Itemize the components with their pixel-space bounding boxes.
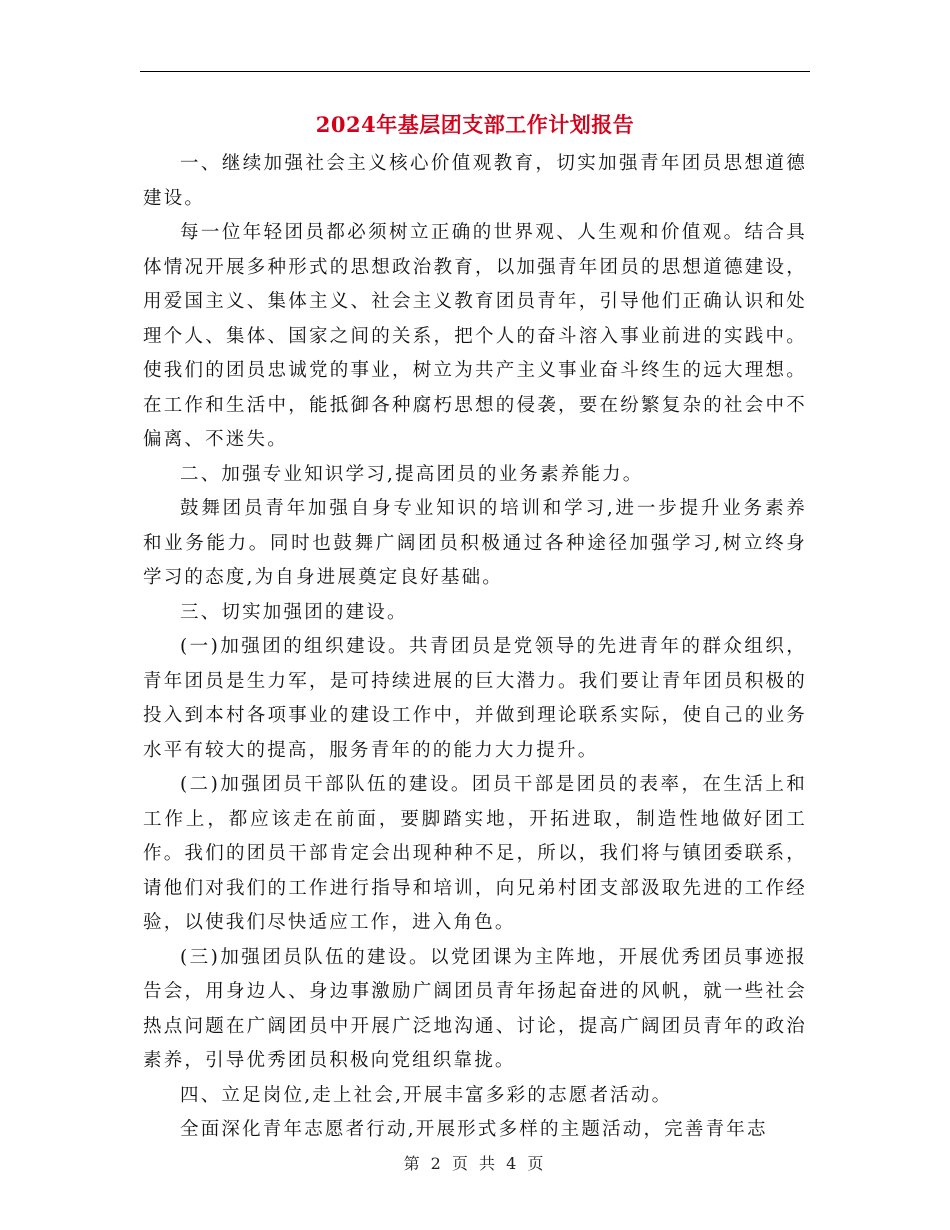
paragraph-section-3-heading: 三、切实加强团的建设。 (180, 601, 408, 623)
paragraph-section-4-heading: 四、立足岗位,走上社会,开展丰富多彩的志愿者活动。 (180, 1084, 673, 1106)
paragraph-section-1-heading: 一、继续加强社会主义核心价值观教育，切实加强青年团员思想道德建设。 (143, 153, 807, 209)
page-number-footer: 第 2 页 共 4 页 (403, 1154, 547, 1173)
paragraph-section-3-item-2: (二)加强团员干部队伍的建设。团员干部是团员的表率，在生活上和工作上，都应该走在前面，要脚踏实地，开拓进取，制造性地做好团工作。我们的团员干部肯定会出现种种不足，所以，我们将与镇团委联系，请他们对我们的工作进行指导和培训，向兄弟村团支部汲取先进的工作经验，以使我们尽快适应工作，进入角色。 (143, 774, 807, 933)
paragraph-section-3-item-3: (三)加强团员队伍的建设。以党团课为主阵地，开展优秀团员事迹报告会，用身边人、身边事激励广阔团员青年扬起奋进的风帆，就一些社会热点问题在广阔团员中开展广泛地沟通、讨论，提高广阔团员青年的政治素养，引导优秀团员积极向党组织靠拢。 (143, 946, 807, 1071)
paragraph-section-2-heading: 二、加强专业知识学习,提高团员的业务素养能力。 (180, 463, 644, 485)
paragraph-section-1-body: 每一位年轻团员都必须树立正确的世界观、人生观和价值观。结合具体情况开展多种形式的思想政治教育，以加强青年团员的思想道德建设，用爱国主义、集体主义、社会主义教育团员青年，引导他们正确认识和处理个人、集体、国家之间的关系，把个人的奋斗溶入事业前进的实践中。使我们的团员忠诚党的事业，树立为共产主义事业奋斗终生的远大理想。在工作和生活中，能抵御各种腐朽思想的侵袭，要在纷繁复杂的社会中不偏离、不迷失。 (143, 222, 807, 450)
paragraph-section-3-item-1: (一)加强团的组织建设。共青团员是党领导的先进青年的群众组织，青年团员是生力军，是可持续进展的巨大潜力。我们要让青年团员积极的投入到本村各项事业的建设工作中，并做到理论联系实际，使自己的业务水平有较大的提高，服务青年的的能力大力提升。 (143, 636, 807, 761)
document-title: 2024年基层团支部工作计划报告 (315, 112, 635, 137)
header-rule (140, 71, 810, 72)
document-body (143, 147, 807, 1148)
paragraph-section-2-body: 鼓舞团员青年加强自身专业知识的培训和学习,进一步提升业务素养和业务能力。同时也鼓舞广阔团员积极通过各种途径加强学习,树立终身学习的态度,为自身进展奠定良好基础。 (143, 498, 807, 588)
paragraph-section-4-body: 全面深化青年志愿者行动,开展形式多样的主题活动，完善青年志 (180, 1119, 768, 1140)
